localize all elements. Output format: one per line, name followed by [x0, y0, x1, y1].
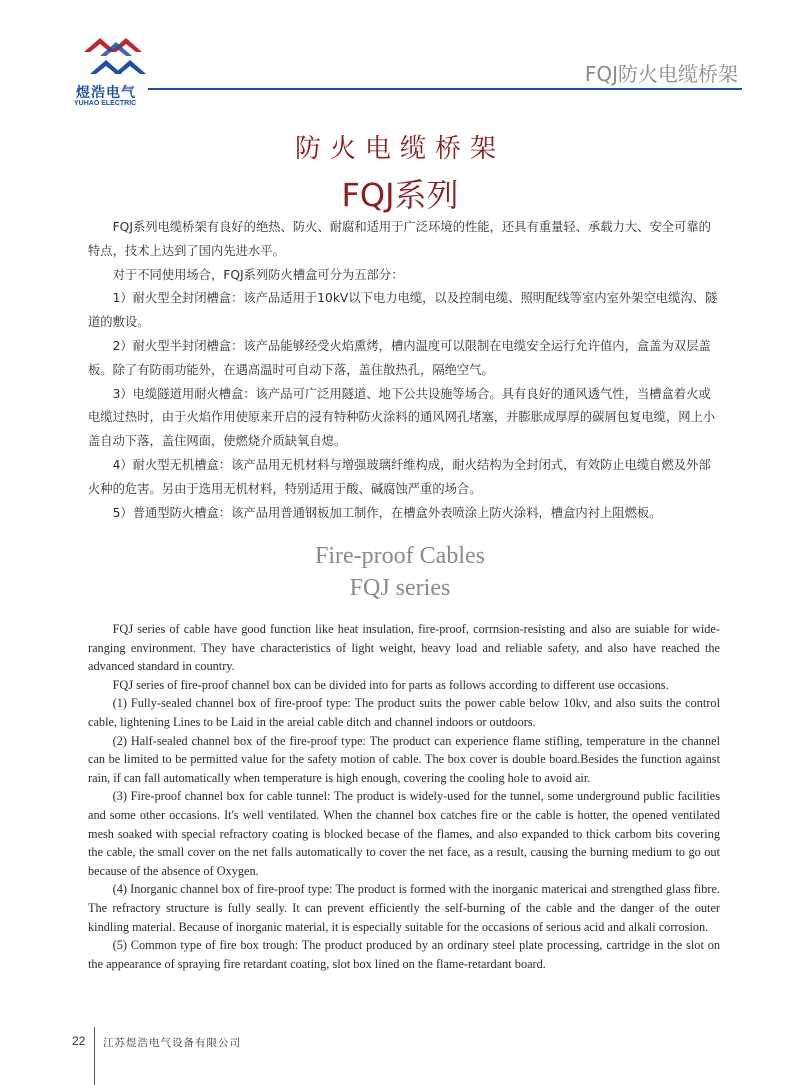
- english-title: Fire-proof Cables: [315, 543, 485, 569]
- english-subtitle: FQJ series: [349, 575, 451, 601]
- logo-english-name: YUHAO ELECTRIC: [74, 100, 137, 107]
- en-paragraph: (2) Half-sealed channel box of the fire-proof type: The product can experience flame stifling, temperature in the channel can be limited to be permitted value for the safety motion of cable. The box cover is double board.Besides the function against rain, if can fall automatically when temperature is high enough, covering the cooling hole to avoid air.: [88, 733, 720, 785]
- en-paragraph: (3) Fire-proof channel box for cable tunnel: The product is widely-used for the tunnel, some underground public facilities and some other occasions. It's well ventilated. When the channel box catches fire or the cable is hotter, the opened ventilated mesh soaked with special refractory coating is blocked becase of the flames, and also expanded to thick carbom bits covering the cable, the small cover on the net falls automatically to cover the net face, as a result, causing the burning medium to go out because of the absence of Oxygen.: [88, 789, 720, 878]
- logo-mark-icon: [80, 30, 156, 80]
- cn-paragraph: 3）电缆隧道用耐火槽盒：该产品可广泛用隧道、地下公共设施等场合。具有良好的通风透气性，当槽盒着火或电缆过热时，由于火焰作用使原来开启的浸有特种防火涂料的通风网孔堵塞，并膨胀成厚厚的碳屑包复电缆，网上小盖自动下落，盖住网面，使燃烧介质缺氧自熄。: [88, 386, 716, 449]
- en-paragraph: FQJ series of fire-proof channel box can be divided into for parts as follows according to different use occasions.: [112, 677, 669, 692]
- header-divider: [148, 88, 742, 90]
- en-paragraph: (4) Inorganic channel box of fire-proof type: The product is formed with the inorganic matericai and strengthed glass fibre. The refractory structure is fully seally. It can prevent efficiently the self-burning of the cable and the danger of the outer kindling material. Because of inorganic material, it is especially suitable for the occasions of serious acid and alkali corrosion.: [88, 882, 720, 934]
- en-paragraph: (1) Fully-sealed channel box of fire-proof type: The product suits the power cable below 10kv, and also suits the control cable, lightening Lines to be Laid in the areial cable ditch and channel indoors or outdoors.: [88, 696, 720, 729]
- chinese-body-text: [88, 216, 720, 525]
- logo-chinese-name: 煜浩电气: [76, 85, 136, 101]
- cn-paragraph: FQJ系列电缆桥架有良好的绝热、防火、耐腐和适用于广泛环境的性能，还具有重量轻、承载力大、安全可靠的特点，技术上达到了国内先进水平。: [88, 220, 711, 258]
- cn-paragraph: 对于不同使用场合，FQJ系列防火槽盒可分为五部分：: [112, 267, 404, 282]
- english-body-text: [88, 620, 720, 973]
- page-title-chinese: 防火电缆桥架: [294, 134, 505, 164]
- footer-divider: [94, 1027, 95, 1085]
- page-title-series: FQJ系列: [341, 176, 459, 214]
- en-paragraph: FQJ series of cable have good function like heat insulation, fire-proof, corrnsion-resisting and also are suiable for wide-ranging environment. They have characteristics of light weight, heavy load and reliable safety, and also have reached the advanced standard in country.: [88, 622, 720, 674]
- cn-paragraph: 1）耐火型全封闭槽盒：该产品适用于10kV以下电力电缆，以及控制电缆、照明配线等室内室外架空电缆沟、隧道的敷设。: [88, 291, 718, 330]
- cn-paragraph: 4）耐火型无机槽盒：该产品用无机材料与增强玻璃纤维构成，耐火结构为全封闭式，有效防止电缆自燃及外部火种的危害。另由于选用无机材料，特别适用于酸、碱腐蚀严重的场合。: [88, 457, 711, 496]
- header-title: FQJ防火电缆桥架: [584, 62, 738, 86]
- footer-company-name: 江苏煜浩电气设备有限公司: [103, 1037, 241, 1049]
- cn-paragraph: 5）普通型防火槽盒：该产品用普通钢板加工制作，在槽盒外表喷涂上防火涂料，槽盒内衬上阻燃板。: [112, 505, 662, 520]
- page-number: 22: [72, 1034, 86, 1048]
- company-logo: [70, 30, 160, 108]
- en-paragraph: (5) Common type of fire box trough: The product produced by an ordinary steel plate processing, cartridge in the slot on the appearance of spraying fire retardant coating, slot box lined on the flame-retardant board.: [88, 938, 720, 971]
- cn-paragraph: 2）耐火型半封闭槽盒：该产品能够经受火焰熏烤，槽内温度可以限制在电缆安全运行允许值内，盒盖为双层盖板。除了有防雨功能外，在遇高温时可自动下落，盖住散热孔，隔绝空气。: [88, 338, 711, 377]
